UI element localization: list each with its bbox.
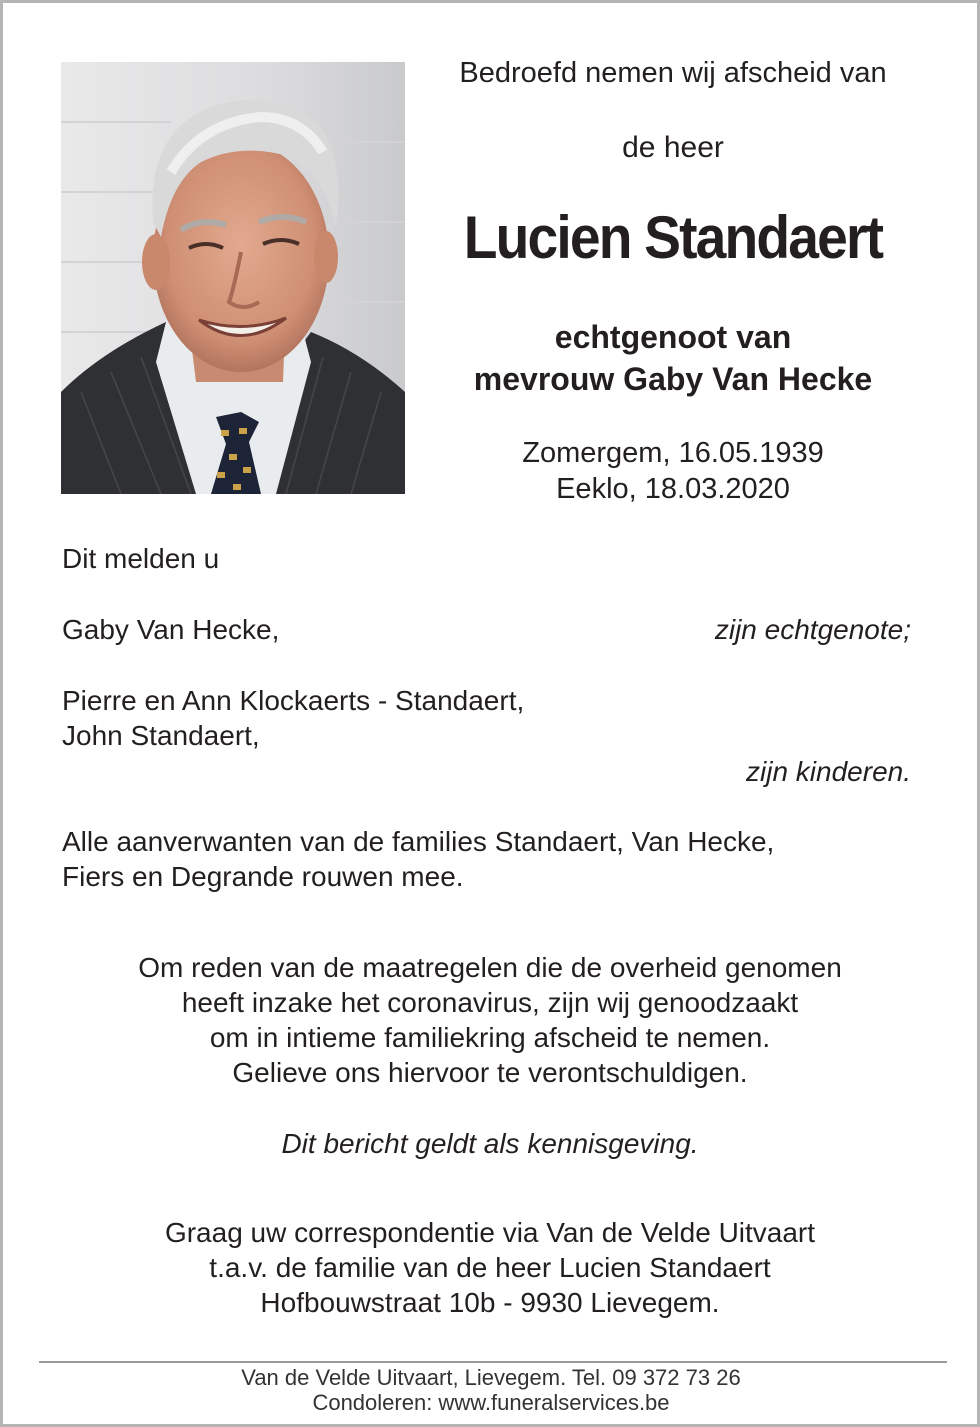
death-date: Eeklo, 18.03.2020 [556,473,790,505]
relative-name: John Standaert, [62,720,260,751]
notice-line: heeft inzake het coronavirus, zijn wij genoodzaakt [181,987,799,1018]
condolence-website: Condoleren: www.funeralservices.be [312,1390,670,1415]
other-relatives [62,824,774,894]
deceased-name: Lucien Standaert [463,204,883,271]
spouse-line-1: echtgenoot van [554,319,792,355]
life-dates [423,435,923,507]
correspondence-info [3,1215,977,1320]
other-relatives-line-2: Fiers en Degrande rouwen mee. [62,861,464,892]
relative-relation: zijn kinderen. [746,756,911,787]
relative-relation: zijn echtgenote; [714,614,911,645]
relative-name: Pierre en Ann Klockaerts - Standaert, [62,685,525,716]
spouse-line-2: mevrouw Gaby Van Hecke [473,361,873,397]
relative-name: Gaby Van Hecke, [62,614,280,645]
correspondence-line: Hofbouwstraat 10b - 9930 Lievegem. [260,1287,720,1318]
corona-notice [3,950,977,1090]
honorific-title: de heer [622,131,724,164]
birth-date: Zomergem, 16.05.1939 [522,437,824,469]
announcement-intro: Dit melden u [62,543,220,574]
portrait-illustration [61,62,405,494]
funeral-home-contact: Van de Velde Uitvaart, Lievegem. Tel. 09 372 73 26 [241,1365,741,1390]
notice-line: om in intieme familiekring afscheid te nemen. [209,1022,771,1053]
correspondence-line: Graag uw correspondentie via Van de Velde Uitvaart [164,1217,816,1248]
notice-line: Om reden van de maatregelen die de overheid genomen [138,952,842,983]
intro-text: Bedroefd nemen wij afscheid van [459,57,887,89]
correspondence-line: t.a.v. de familie van de heer Lucien Standaert [209,1252,771,1283]
other-relatives-line-1: Alle aanverwanten van de families Standaert, Van Hecke, [62,826,775,857]
footer-divider [39,1361,947,1363]
kennisgeving-note: Dit bericht geldt als kennisgeving. [281,1128,699,1159]
portrait-photo [61,62,405,494]
spouse-info [423,316,923,400]
notice-line: Gelieve ons hiervoor te verontschuldigen. [232,1057,748,1088]
